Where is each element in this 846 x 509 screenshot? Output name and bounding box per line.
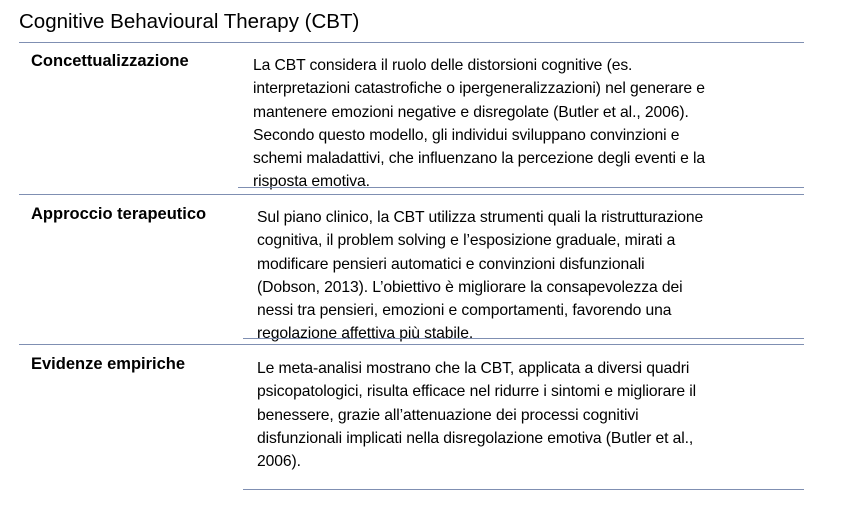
section-divider [243, 338, 804, 339]
title-divider [19, 42, 804, 43]
section-heading-evidenze-empiriche: Evidenze empiriche [31, 355, 186, 373]
section-heading-concettualizzazione: Concettualizzazione [31, 52, 189, 70]
section-body-evidenze-empiriche: Le meta-analisi mostrano che la CBT, applicata a diversi quadri psicopatologici, risulta efficace nel ridurre i sintomi e migliorare il benessere, grazie all’attenuazione dei processi cognitivi disfunzionali implicati nella disregolazione emotiva (Butler et al., 2006). [257, 360, 697, 471]
page-title: Cognitive Behavioural Therapy (CBT) [19, 10, 360, 33]
section-divider [238, 187, 804, 188]
section-body-approccio-terapeutico: Sul piano clinico, la CBT utilizza strumenti quali la ristrutturazione cognitiva, il problem solving e l’esposizione graduale, mirati a modificare pensieri automatici e convinzioni disfunzionali (Dobson, 2013). L’obiettivo è migliorare la consapevolezza dei nessi tra pensieri, emozioni e comportamenti, favorendo una regolazione affettiva più stabile. [257, 209, 704, 343]
section-divider [19, 344, 804, 345]
section-heading-approccio-terapeutico: Approccio terapeutico [31, 205, 207, 223]
section-body-concettualizzazione: La CBT considera il ruolo delle distorsioni cognitive (es. interpretazioni catastrofiche o ipergeneralizzazioni) nel generare e mantenere emozioni negative e disregolate (Butler et al., 2006). Secondo questo modello, gli individui sviluppano convinzioni e schemi maladattivi, che influenzano la percezione degli eventi e la risposta emotiva. [253, 57, 705, 191]
section-divider [243, 489, 804, 490]
section-divider [19, 194, 804, 195]
